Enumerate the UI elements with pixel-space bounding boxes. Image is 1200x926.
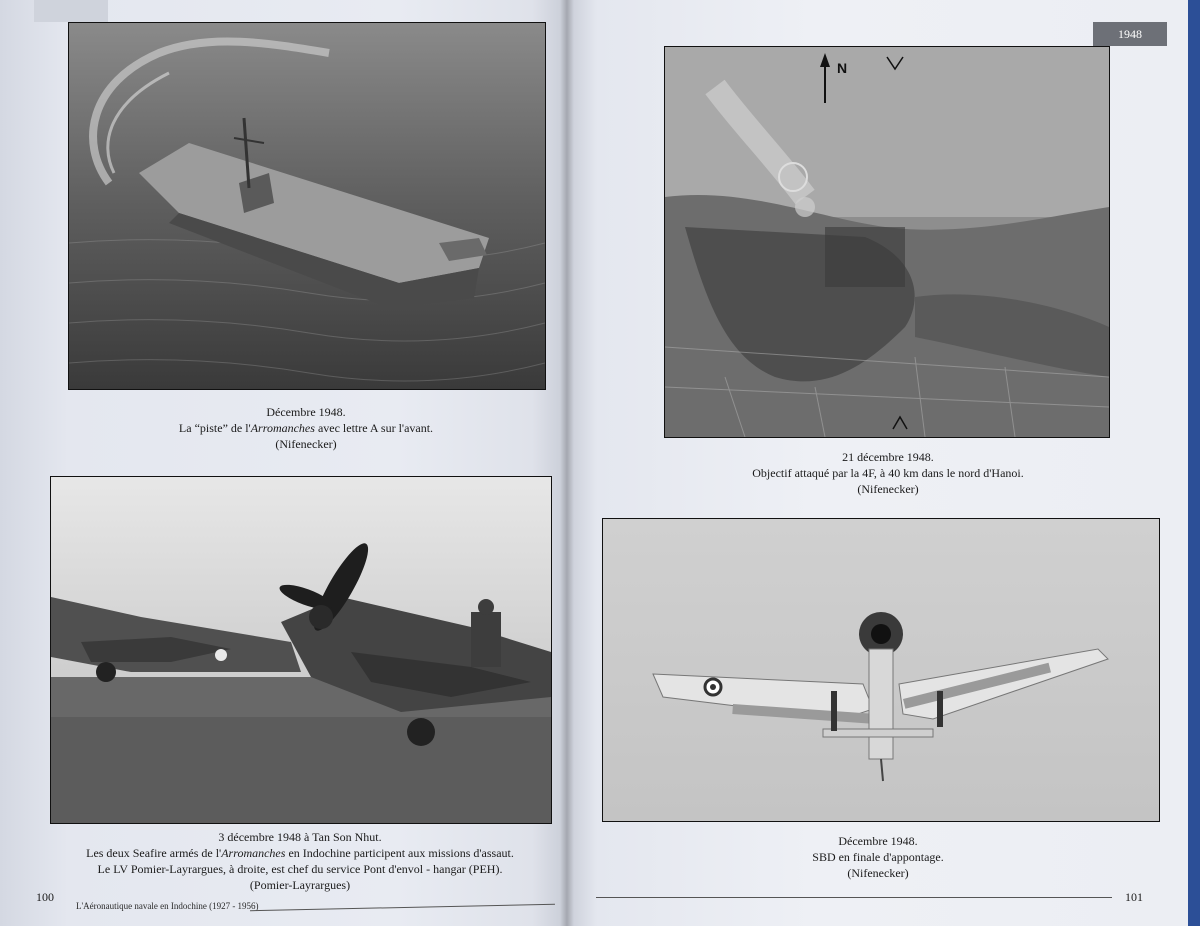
aerial-caption-text: Objectif attaqué par la 4F, à 40 km dans le nord d'Hanoi. xyxy=(752,466,1024,480)
carrier-caption-text xyxy=(118,420,494,436)
aerial-photo xyxy=(664,46,1110,438)
running-title: L'Aéronautique navale en Indochine (1927 - 1956) xyxy=(76,901,259,911)
carrier-caption-ship-name: Arromanches xyxy=(250,421,315,435)
sbd-caption-text: SBD en finale d'appontage. xyxy=(812,850,944,864)
carrier-caption-credit: (Nifenecker) xyxy=(275,437,337,451)
book-gutter xyxy=(560,0,574,926)
aerial-caption-date: 21 décembre 1948. xyxy=(842,450,934,464)
carrier-photo xyxy=(68,22,546,390)
seafire-caption xyxy=(60,829,540,893)
sbd-photo xyxy=(602,518,1160,822)
seafire-caption-officer: Le LV Pomier-Layrargues, à droite, est chef du service Pont d'envol - hangar (PEH). xyxy=(97,862,503,876)
sbd-caption xyxy=(760,833,996,881)
seafire-caption-date: 3 décembre 1948 à Tan Son Nhut. xyxy=(218,830,382,844)
seafire-photo xyxy=(50,476,552,824)
seafire-caption-ship-name: Arromanches xyxy=(221,846,286,860)
seafire-caption-text xyxy=(60,845,540,861)
aerial-caption xyxy=(730,449,1046,497)
carrier-caption-text-pre: La “piste” de l' xyxy=(178,421,251,435)
seafire-caption-credit: (Pomier-Layrargues) xyxy=(249,878,351,892)
right-page-number: 101 xyxy=(1125,890,1143,904)
left-page-tab xyxy=(34,0,108,22)
year-badge: 1948 xyxy=(1093,22,1167,46)
north-arrow-label: N xyxy=(837,60,848,76)
left-page-number: 100 xyxy=(36,890,54,904)
sbd-caption-date: Décembre 1948. xyxy=(838,834,918,848)
right-footer-rule xyxy=(596,897,1112,898)
carrier-caption-text-post: avec lettre A sur l'avant. xyxy=(314,421,434,435)
seafire-caption-text-post: en Indochine participent aux missions d'assaut. xyxy=(285,846,514,860)
aerial-caption-credit: (Nifenecker) xyxy=(857,482,919,496)
sbd-caption-credit: (Nifenecker) xyxy=(847,866,909,880)
seafire-caption-text-pre: Les deux Seafire armés de l' xyxy=(86,846,222,860)
carrier-caption-date: Décembre 1948. xyxy=(266,405,346,419)
carrier-caption xyxy=(118,404,494,452)
